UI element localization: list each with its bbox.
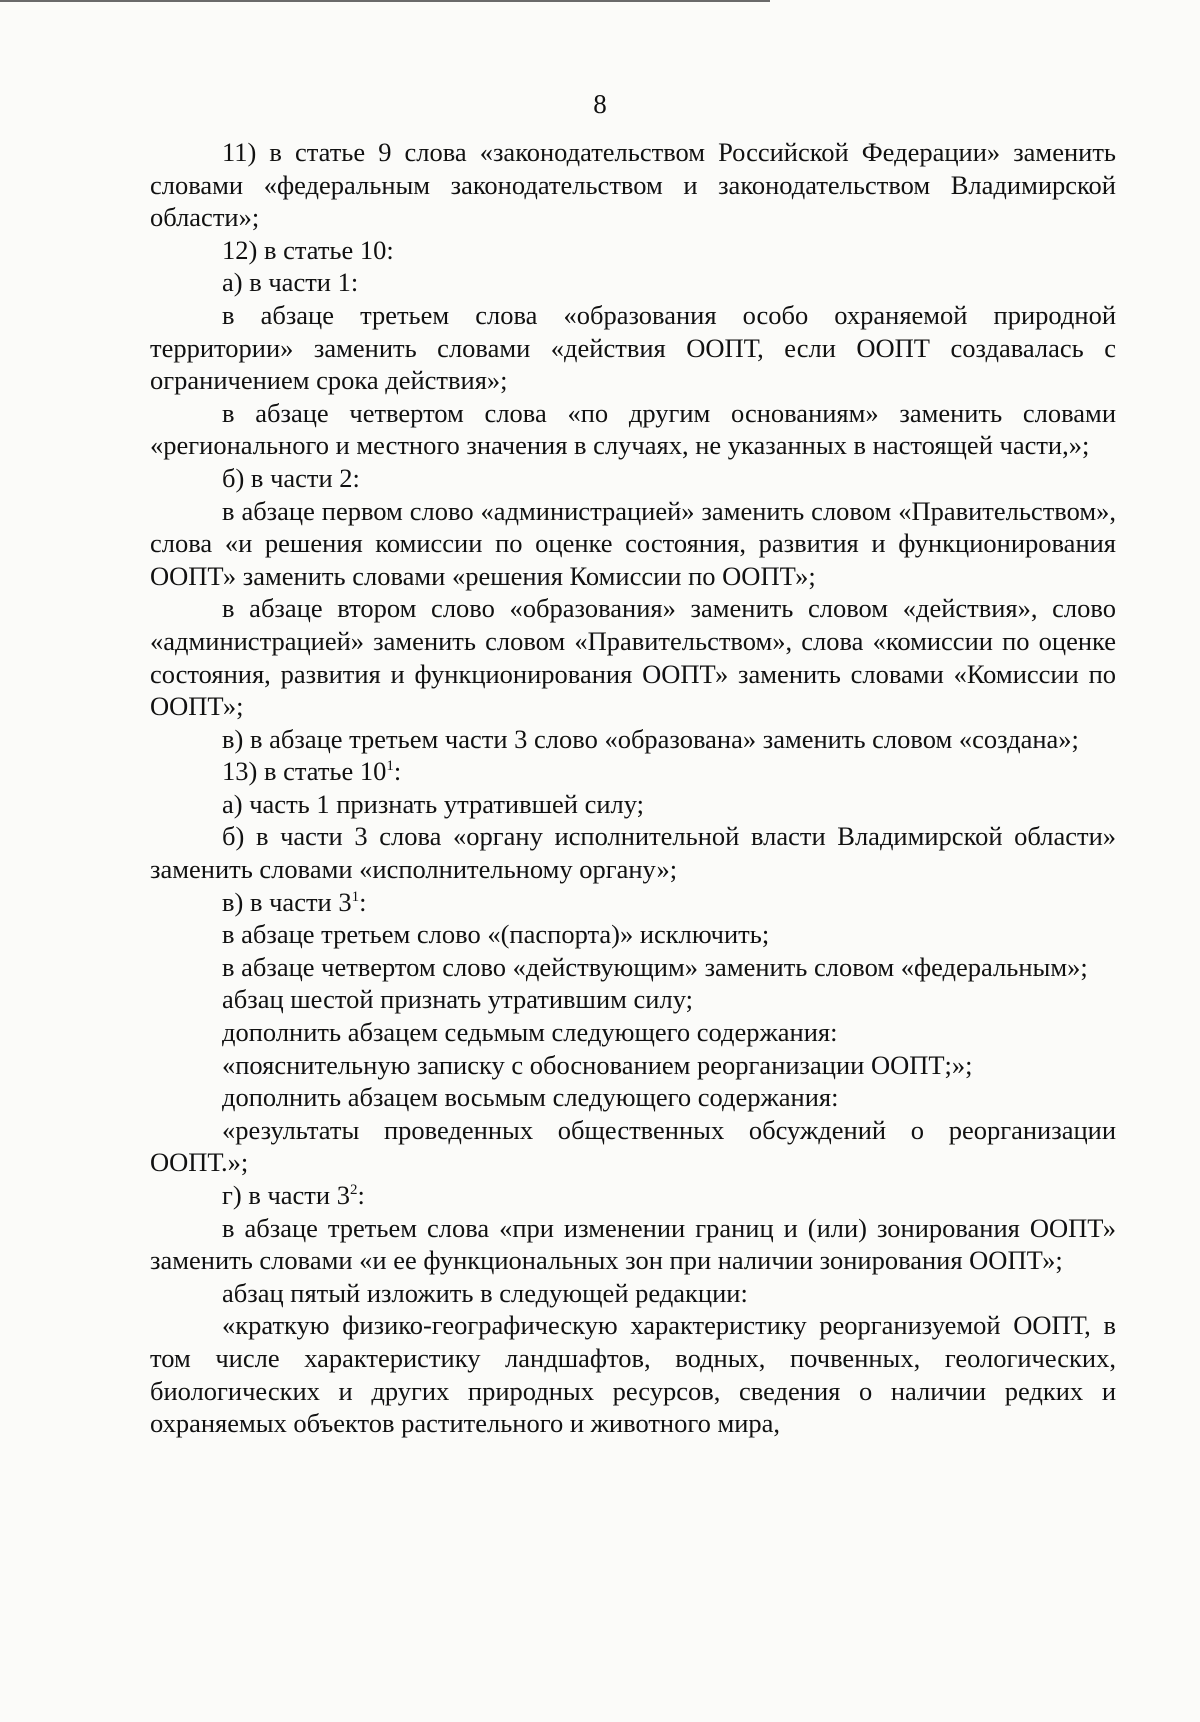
superscript-index: 1 (386, 758, 394, 775)
superscript-index: 1 (351, 888, 360, 905)
paragraph-p04 (150, 299, 1116, 397)
paragraph-p11 (150, 788, 1116, 821)
paragraph-text: в абзаце третьем слова «образования особо охраняемой природной территории» заменить словами «действия ООПТ, если ООПТ создавалась с ограничением срока действия»; (150, 299, 1116, 396)
paragraph-text: в абзаце четвертом слова «по другим основаниям» заменить словами «регионального и местного значения в случаях, не указанных в настоящей части,»; (150, 397, 1116, 461)
paragraph-text: : (357, 1180, 365, 1210)
paragraph-text: «краткую физико-географическую характеристику реорганизуемой ООПТ, в том числе характеристику ландшафтов, водных, почвенных, геологических, биологических и других природных ресурсов, сведения о наличии редких и охраняемых объектов растительного и животного мира, (150, 1310, 1116, 1439)
paragraph-text: б) в части 3 слова «органу исполнительной власти Владимирской области» заменить словами «исполнительному органу»; (150, 821, 1116, 885)
paragraph-p21 (150, 1179, 1116, 1212)
paragraph-text: в абзаце четвертом слово «действующим» заменить словом «федеральным»; (222, 951, 1088, 982)
superscript-index: 2 (349, 1182, 358, 1198)
paragraph-p09 (150, 723, 1116, 756)
paragraph-p22 (150, 1212, 1116, 1277)
paragraph-p15 (150, 951, 1116, 984)
scan-top-edge (0, 0, 770, 2)
paragraph-p05 (150, 397, 1116, 462)
paragraph-p12 (150, 820, 1116, 885)
paragraph-p07 (150, 495, 1116, 593)
paragraph-text: в) в части 3 (222, 886, 352, 917)
paragraph-text: абзац пятый изложить в следующей редакции: (222, 1277, 748, 1308)
paragraph-text: «пояснительную записку с обоснованием реорганизации ООПТ;»; (222, 1049, 973, 1080)
paragraph-text: «результаты проведенных общественных обсуждений о реорганизации ООПТ.»; (150, 1114, 1116, 1178)
paragraph-p19 (150, 1081, 1116, 1114)
paragraph-text: в) в абзаце третьем части 3 слово «образована» заменить словом «создана»; (222, 723, 1079, 754)
paragraph-text: в абзаце втором слово «образования» заменить словом «действия», слово «администрацией» заменить словом «Правительством», слова «комиссии по оценке состояния, развития и функционирования ООПТ» заменить словами «Комиссии по ООПТ»; (150, 593, 1116, 722)
paragraph-p13 (150, 886, 1116, 919)
document-body (150, 136, 1116, 1440)
paragraph-text: абзац шестой признать утратившим силу; (222, 984, 693, 1015)
paragraph-text: а) в части 1: (222, 267, 359, 298)
paragraph-p17 (150, 1016, 1116, 1049)
paragraph-text: 12) в статье 10: (222, 234, 394, 265)
paragraph-p01 (150, 136, 1116, 234)
paragraph-p10 (150, 755, 1116, 788)
paragraph-text: 11) в статье 9 слова «законодательством Российской Федерации» заменить словами «федеральным законодательством и законодательством Владимирской области»; (150, 137, 1116, 233)
paragraph-text: в абзаце первом слово «администрацией» заменить словом «Правительством», слова «и решения комиссии по оценке состояния, развития и функционирования ООПТ» заменить словами «решения Комиссии по ООПТ»; (150, 495, 1116, 591)
paragraph-p24 (150, 1309, 1116, 1439)
page-number: 8 (593, 89, 607, 119)
paragraph-text: 13) в статье 10 (222, 756, 387, 787)
paragraph-p18 (150, 1049, 1116, 1082)
paragraph-text: : (393, 756, 402, 787)
paragraph-text: а) часть 1 признать утратившей силу; (222, 788, 645, 819)
paragraph-p02 (150, 234, 1116, 267)
paragraph-p14 (150, 918, 1116, 951)
paragraph-text: дополнить абзацем седьмым следующего содержания: (222, 1017, 838, 1048)
paragraph-p16 (150, 983, 1116, 1016)
paragraph-text: в абзаце третьем слово «(паспорта)» исключить; (222, 919, 770, 950)
paragraph-text: : (359, 886, 367, 917)
paragraph-p23 (150, 1277, 1116, 1310)
paragraph-text: г) в части 3 (222, 1180, 350, 1210)
paragraph-text: в абзаце третьем слова «при изменении границ и (или) зонирования ООПТ» заменить словами «и ее функциональных зон при наличии зонирования ООПТ»; (150, 1212, 1116, 1276)
paragraph-text: дополнить абзацем восьмым следующего содержания: (222, 1082, 839, 1113)
paragraph-p08 (150, 592, 1116, 722)
paragraph-p03 (150, 266, 1116, 299)
paragraph-p20 (150, 1114, 1116, 1179)
paragraph-text: б) в части 2: (222, 462, 360, 493)
paragraph-p06 (150, 462, 1116, 495)
